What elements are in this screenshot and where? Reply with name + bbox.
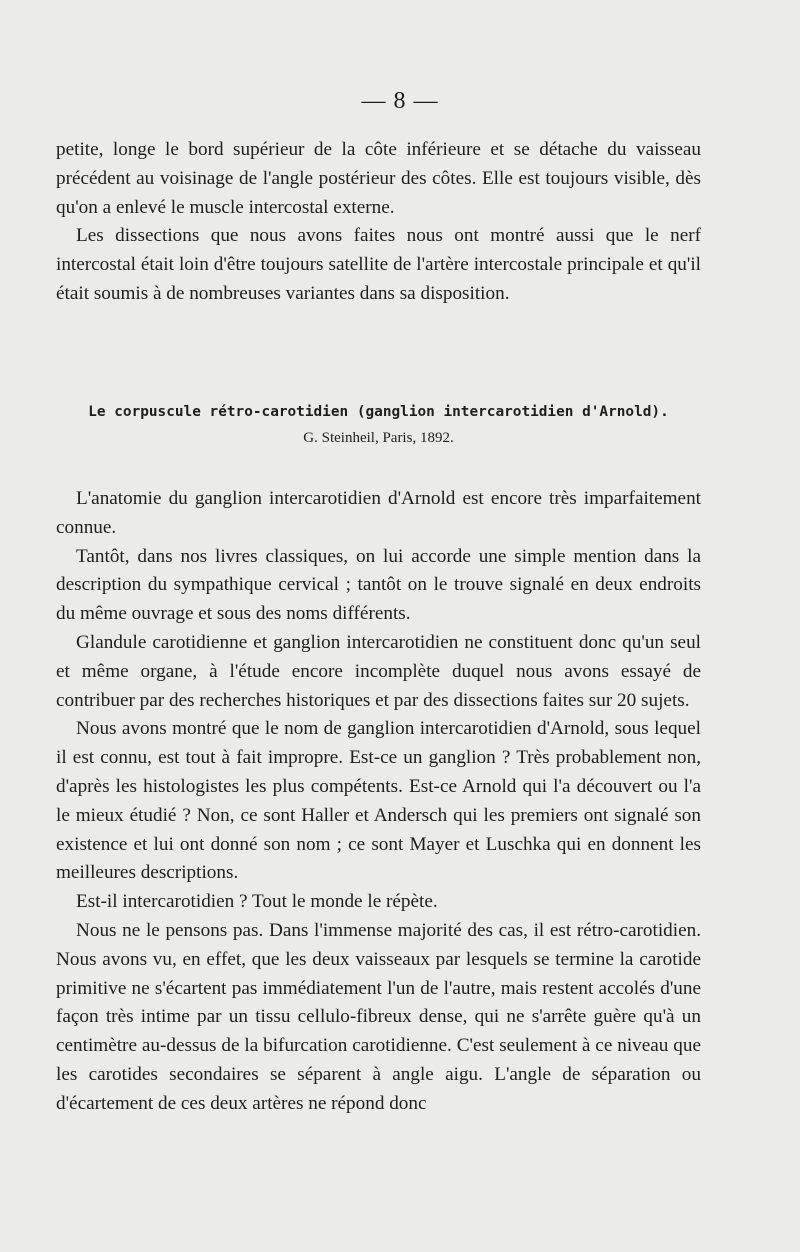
- paragraph: Les dissections que nous avons faites nous ont montré aussi que le nerf intercostal était loin d'être toujours satellite de l'artère intercostale principale et qu'il était soumis à de nombreuses variantes dans sa disposition.: [56, 225, 701, 304]
- paragraph: Tantôt, dans nos livres classiques, on lui accorde une simple mention dans la description du sympathique cervical ; tantôt on le trouve signalé en deux endroits du même ouvrage et sous des noms différents.: [56, 545, 701, 625]
- paragraph: L'anatomie du ganglion intercarotidien d'Arnold est encore très imparfaitement connue.: [56, 488, 701, 538]
- section-heading: Le corpuscule rétro-carotidien (ganglion intercarotidien d'Arnold).: [88, 404, 669, 420]
- paragraph: Glandule carotidienne et ganglion intercarotidien ne constituent donc qu'un seul et même organe, à l'étude encore incomplète duquel nous avons essayé de contribuer par des recherches historiques et par des dissections faites sur 20 sujets.: [56, 631, 701, 711]
- main-text-block: [56, 485, 701, 1119]
- paragraph: Est-il intercarotidien ? Tout le monde le répète.: [76, 891, 438, 913]
- section-citation: G. Steinheil, Paris, 1892.: [303, 430, 454, 446]
- top-text-block: [56, 136, 701, 309]
- paragraph: Nous ne le pensons pas. Dans l'immense majorité des cas, il est rétro-carotidien. Nous avons vu, en effet, que les deux vaisseaux par lesquels se termine la carotide primitive ne s'écartent pas immédiatement l'un de l'autre, mais restent accolés d'une façon très intime par un tissu cellulo-fibreux dense, qui ne s'arrête guère qu'à un centimètre au-dessus de la bifurcation carotidienne. C'est seulement à ce niveau que les carotides secondaires se séparent à angle aigu. L'angle de séparation ou d'écartement de ces deux artères ne répond donc: [56, 919, 701, 1114]
- paragraph-continuation: petite, longe le bord supérieur de la côte inférieure et se détache du vaisseau précédent au voisinage de l'angle postérieur des côtes. Elle est toujours visible, dès qu'on a enlevé le muscle intercostal externe.: [56, 139, 701, 218]
- page-number: — 8 —: [361, 88, 439, 114]
- paragraph: Nous avons montré que le nom de ganglion intercarotidien d'Arnold, sous lequel il est connu, est tout à fait impropre. Est-ce un ganglion ? Très probablement non, d'après les histologistes les plus compétents. Est-ce Arnold qui l'a découvert ou l'a le mieux étudié ? Non, ce sont Haller et Andersch qui les premiers ont signalé son existence et lui ont donné son nom ; ce sont Mayer et Luschka qui en donnent les meilleures descriptions.: [56, 718, 701, 884]
